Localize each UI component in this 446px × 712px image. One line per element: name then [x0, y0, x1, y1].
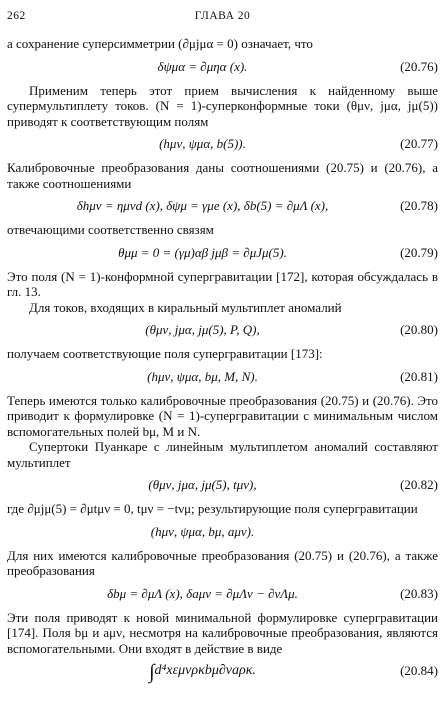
equation-text: (hμν, ψμα, bμ, aμν).	[150, 523, 255, 539]
equation-number: (20.82)	[400, 477, 438, 492]
paragraph: Калибровочные преобразования даны соотношениями (20.75) и (20.76), а также соотношениями	[7, 160, 438, 191]
equation	[7, 524, 438, 541]
paragraph: Это поля (N = 1)-конформной супергравитации [172], которая обсуждалась в гл. 13.	[7, 268, 438, 299]
equation-number: (20.77)	[400, 136, 438, 151]
paragraph: Применим теперь этот прием вычисления к найденному выше супермультиплету токов. (N = 1)-суперконформные токи (θμν, jμα, jμ(5)) приводят к соответствующим полям	[7, 82, 438, 129]
integral-sign: ∫	[149, 661, 155, 683]
paragraph: Для них имеются калибровочные преобразования (20.75) и (20.76), а также преобразования	[7, 547, 438, 578]
paragraph: а сохранение суперсимметрии (∂μjμα = 0) означает, что	[7, 36, 313, 51]
equation	[7, 477, 438, 494]
equation-expression	[7, 477, 398, 493]
equation-expression	[7, 369, 398, 385]
equation-text: d⁴xεμνρκbμ∂νaρκ.	[154, 663, 256, 678]
equation	[7, 198, 438, 215]
equation-number: (20.78)	[400, 198, 438, 213]
equation-expression	[7, 198, 398, 214]
equation	[7, 663, 438, 685]
paragraph: отвечающими соответственно связям	[7, 222, 214, 237]
chapter-title: ГЛАВА 20	[194, 10, 251, 22]
equation-number: (20.76)	[400, 58, 438, 74]
equation-text: δhμν = ημνd (x), δψμ = γμe (x), δb(5) = ∂μΛ (x),	[76, 198, 329, 213]
equation-expression	[7, 661, 398, 683]
paragraph: Эти поля приводят к новой минимальной формулировке супергравитации [174]. Поля bμ и aμν, несмотря на калибровочные преобразования, являются вспомогательными. Они входят в действие в виде	[7, 609, 438, 656]
paragraph: Супертоки Пуанкаре с линейным мультиплетом аномалий составляют мультиплет	[7, 439, 438, 470]
equation-text: (hμν, ψμα, bμ, M, N).	[147, 368, 258, 384]
equation-number: (20.81)	[400, 368, 438, 384]
equation	[7, 245, 438, 262]
equation-expression	[7, 136, 398, 152]
equation	[7, 369, 438, 386]
equation-text: δψμα = ∂μηα (x).	[157, 58, 248, 74]
equation-expression	[7, 322, 398, 338]
equation-expression	[7, 59, 398, 75]
page-body	[7, 36, 438, 685]
equation	[7, 586, 438, 603]
equation-number: (20.79)	[400, 244, 438, 260]
equation-number: (20.83)	[400, 585, 438, 601]
paragraph: Теперь имеются только калибровочные преобразования (20.75) и (20.76). Это приводит к формулировке (N = 1)-супергравитации с минимальным числом вспомогательных полей bμ, M и N.	[7, 392, 438, 439]
equation-expression	[7, 245, 398, 261]
equation-text: δbμ = ∂μΛ (x), δaμν = ∂μΛν − ∂νΛμ.	[107, 585, 298, 601]
equation-text: θμμ = 0 = (γμ)αβ jμβ = ∂μJμ(5).	[118, 244, 287, 260]
equation-text: (hμν, ψμα, b(5)).	[159, 136, 246, 151]
equation-text: (θμν, jμα, jμ(5), P, Q),	[145, 322, 260, 337]
running-header	[7, 10, 438, 28]
equation	[7, 136, 438, 153]
equation	[7, 322, 438, 339]
equation-text: (θμν, jμα, jμ(5), tμν),	[148, 477, 257, 492]
equation-number: (20.80)	[400, 322, 438, 337]
paragraph: получаем соответствующие поля супергравитации [173]:	[7, 346, 323, 361]
page-number: 262	[7, 10, 26, 22]
paragraph: где ∂μjμ(5) = ∂μtμν = 0, tμν = −tνμ; результирующие поля супергравитации	[7, 501, 418, 516]
equation-expression	[7, 524, 398, 540]
paragraph: Для токов, входящих в киральный мультиплет аномалий	[29, 299, 342, 315]
equation	[7, 59, 438, 76]
equation-expression	[7, 586, 398, 602]
equation-number: (20.84)	[400, 663, 438, 678]
